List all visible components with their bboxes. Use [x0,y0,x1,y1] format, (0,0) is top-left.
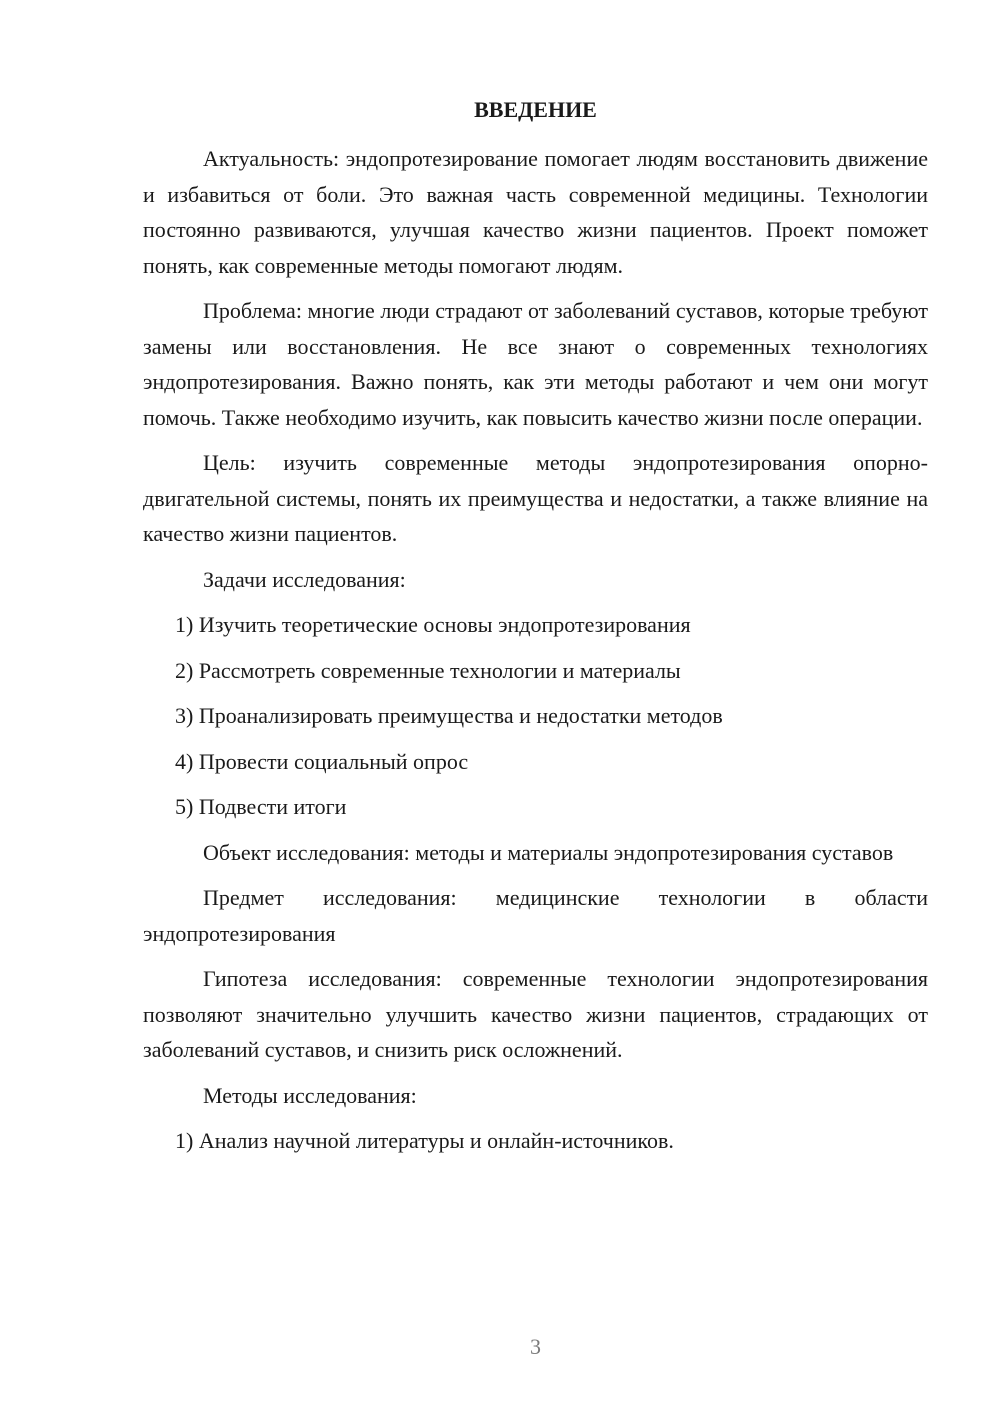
task-item-3: 3) Проанализировать преимущества и недостатки методов [175,703,723,728]
page-number: 3 [530,1334,541,1359]
method-item-1: 1) Анализ научной литературы и онлайн-источников. [175,1128,674,1153]
task-item-2: 2) Рассмотреть современные технологии и материалы [175,657,681,683]
task-item-4: 4) Провести социальный опрос [175,748,469,774]
document-page [143,0,928,1414]
task-item-1: 1) Изучить теоретические основы эндопротезирования [175,612,691,637]
object-paragraph: Объект исследования: методы и материалы эндопротезирования суставов [203,839,894,865]
methods-list [143,1123,928,1159]
hypothesis-paragraph: Гипотеза исследования: современные технологии эндопротезирования позволяют значительно улучшить качество жизни пациентов, страдающих от заболеваний суставов, и снизить риск осложнений. [143,966,928,1062]
methods-title: Методы исследования: [203,1082,417,1108]
subject-paragraph: Предмет исследования: медицинские технологии в области эндопротезирования [143,885,928,946]
goal-paragraph: Цель: изучить современные методы эндопротезирования опорно-двигательной системы, понять их преимущества и недостатки, а также влияние на качество жизни пациентов. [143,450,928,546]
tasks-list [143,607,928,825]
problem-paragraph: Проблема: многие люди страдают от заболеваний суставов, которые требуют замены или восстановления. Не все знают о современных технологиях эндопротезирования. Важно понять, как эти методы работают и чем они могут помочь. Также необходимо изучить, как повысить качество жизни после операции. [143,298,928,430]
tasks-title: Задачи исследования: [203,566,406,592]
document-body [143,141,928,1169]
relevance-paragraph: Актуальность: эндопротезирование помогает людям восстановить движение и избавиться от боли. Это важная часть современной медицины. Технологии постоянно развиваются, улучшая качество жизни пациентов. Проект поможет понять, как современные методы помогают людям. [143,146,928,278]
section-heading: ВВЕДЕНИЕ [474,97,597,122]
task-item-5: 5) Подвести итоги [175,794,347,819]
